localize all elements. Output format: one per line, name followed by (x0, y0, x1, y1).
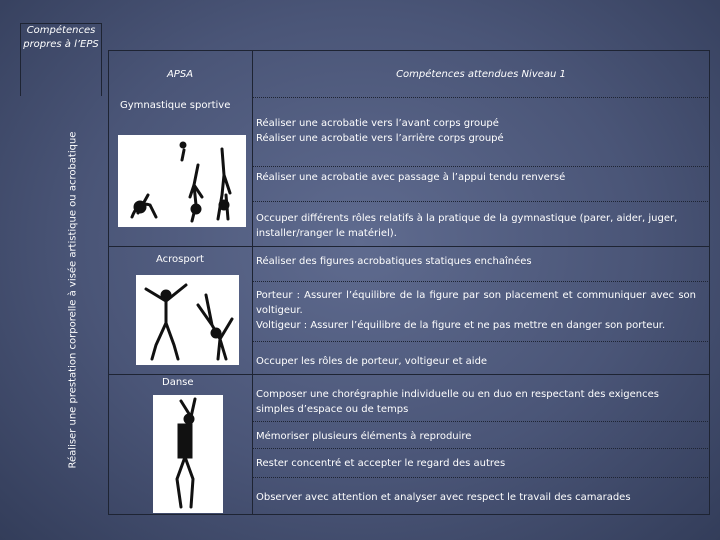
danse-row-2: Mémoriser plusieurs éléments à reproduire (256, 431, 472, 442)
header-divider (252, 97, 710, 98)
header-top-border (108, 50, 710, 51)
danse-row-4: Observer avec attention et analyser avec respect le travail des camarades (256, 492, 631, 503)
apsa-danse-label: Danse (162, 377, 194, 388)
row-divider (252, 477, 710, 478)
column-divider-1 (108, 50, 109, 515)
header-competences-eps-text: Compétences propres à l’EPS (23, 25, 99, 50)
acrosport-row-3: Occuper les rôles de porteur, voltigeur et aide (256, 356, 488, 367)
side-label: Réaliser une prestation corporelle à visée artistique ou acrobatique (67, 131, 79, 469)
danse-row-1: Composer une chorégraphie individuelle ou en duo en respectant des exigences simples d’espace ou de temps (256, 389, 659, 415)
apsa-gymnastique-label: Gymnastique sportive (120, 100, 231, 111)
header-competences-eps (20, 23, 102, 96)
dancer-figure-icon (153, 395, 223, 513)
table-bottom-border (108, 514, 710, 515)
gymnastique-row-2: Réaliser une acrobatie avec passage à l’appui tendu renversé (256, 172, 566, 183)
gymnastics-image (118, 135, 246, 227)
row-divider (252, 201, 710, 202)
gymnastique-row-1: Réaliser une acrobatie vers l’avant corps groupé Réaliser une acrobatie vers l’arrière corps groupé (256, 118, 504, 144)
table-right-border (709, 50, 710, 515)
row-divider (252, 421, 710, 422)
acrosport-image (136, 275, 239, 365)
row-divider (252, 341, 710, 342)
danse-image (153, 395, 223, 513)
competences-table (10, 5, 710, 535)
row-divider (252, 166, 710, 167)
acrosport-row-2: Porteur : Assurer l’équilibre de la figure par son placement et communiquer avec son voltigeur. Voltigeur : Assurer l’équilibre de la figure et ne pas mettre en danger son porteur. (256, 290, 696, 331)
section-divider (108, 374, 710, 375)
header-competences-attendues: Compétences attendues Niveau 1 (396, 69, 566, 80)
header-apsa: APSA (166, 69, 194, 80)
acrosport-figures-icon (136, 275, 239, 365)
apsa-acrosport-label: Acrosport (156, 254, 204, 265)
row-divider (252, 281, 710, 282)
section-divider (108, 246, 710, 247)
row-divider (252, 448, 710, 449)
acrosport-row-1: Réaliser des figures acrobatiques statiques enchaînées (256, 256, 532, 267)
column-divider-2 (252, 50, 253, 515)
gymnastique-row-3: Occuper différents rôles relatifs à la pratique de la gymnastique (parer, aider, juger, installer/ranger le matériel). (256, 213, 678, 239)
gymnastics-figures-icon (118, 135, 246, 227)
danse-row-3: Rester concentré et accepter le regard des autres (256, 458, 506, 469)
